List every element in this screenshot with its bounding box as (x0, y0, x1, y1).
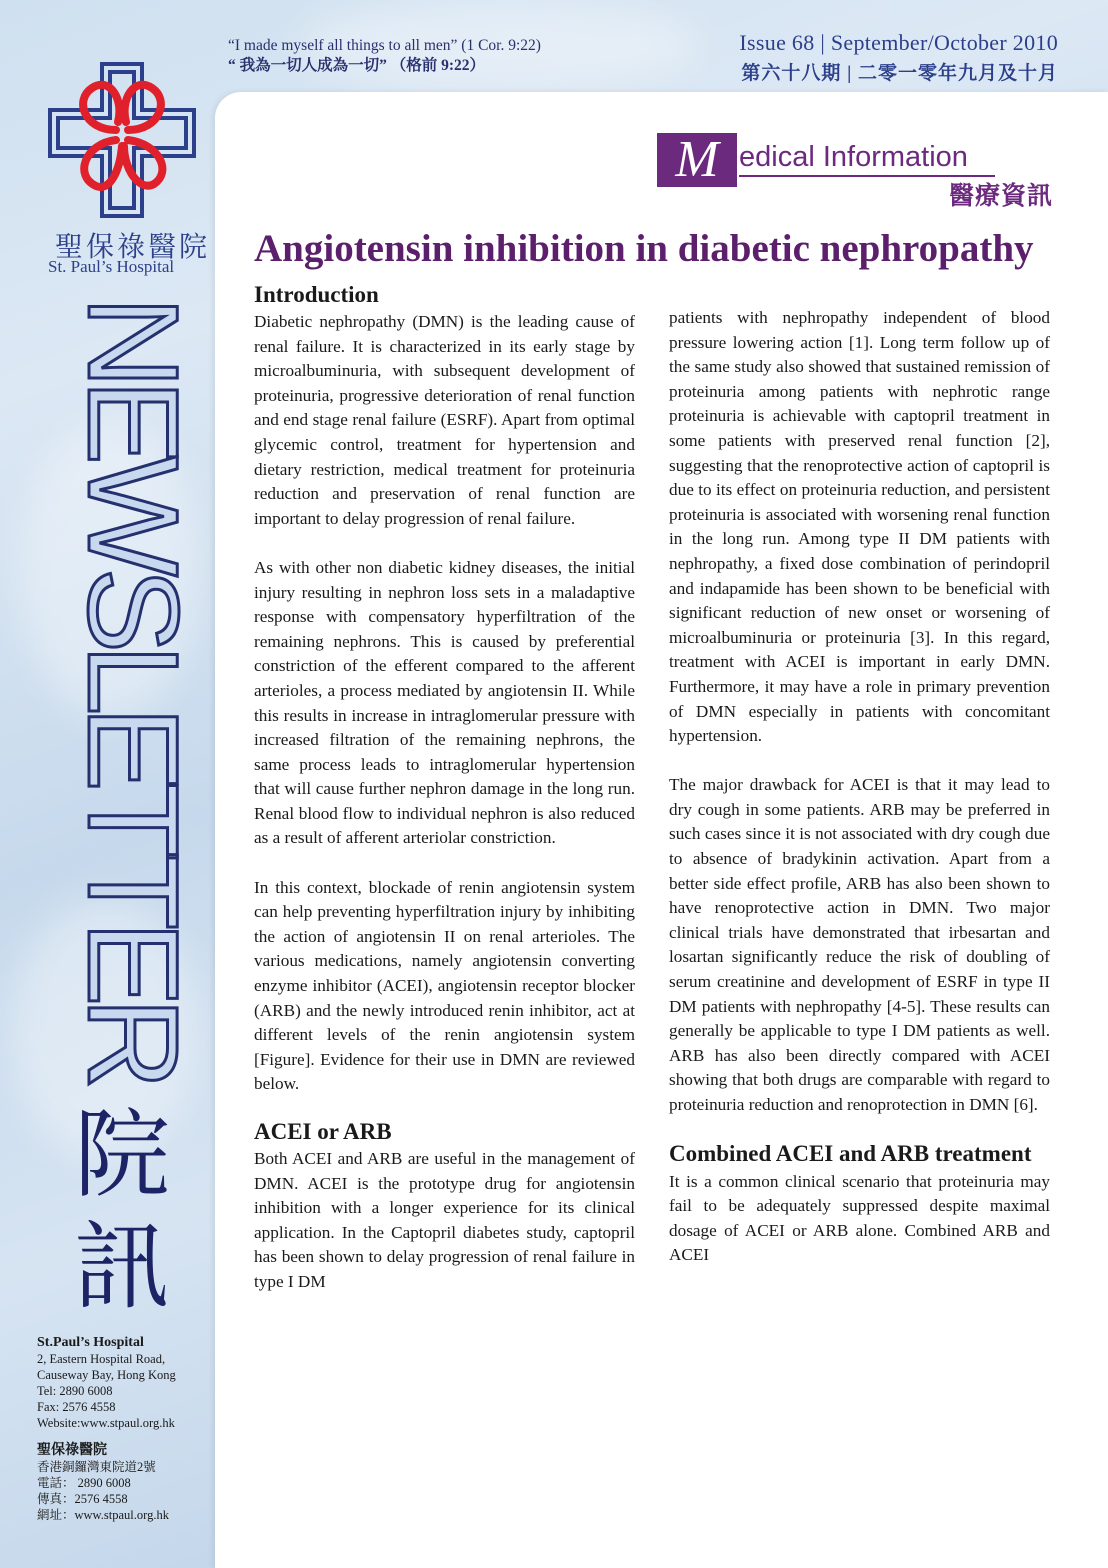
contact-website-zh: 網址：www.stpaul.org.hk (37, 1508, 169, 1522)
contact-website: Website:www.stpaul.org.hk (37, 1416, 175, 1430)
issue-en: Issue 68 | September/October 2010 (739, 30, 1058, 55)
newsletter-masthead: NEWSLETTER (61, 296, 204, 1081)
paragraph: In this context, blockade of renin angiotensin system can help preventing hyperfiltration injury by inhibiting the action of angiotensin II on renal arterioles. The various medications, namely angiotensin converting enzyme inhibitor (ACEI), angiotensin receptor blocker (ARB) and the newly introduced renin inhibitor, act at different levels of the renin angiotensin system [Figure]. Evidence for their use in DMN are reviewed below. (254, 877, 635, 1094)
heading-combined-treatment: Combined ACEI and ARB treatment (669, 1140, 1032, 1166)
heading-introduction: Introduction (254, 282, 379, 307)
contact-address: Causeway Bay, Hong Kong (37, 1368, 176, 1382)
contact-tel-zh: 電話： 2890 6008 (37, 1476, 131, 1490)
heading-acei-or-arb: ACEI or ARB (254, 1119, 392, 1144)
hospital-name-zh: 聖保祿醫院 (55, 232, 211, 263)
quote-en: “I made myself all things to all men” (1 Cor. 9:22) (228, 37, 541, 54)
paragraph: The major drawback for ACEI is that it may lead to dry cough in some patients. ARB may be preferred in such cases since it is not associated with dry cough due to absence of bradykinin activation. Apart from a better side effect profile, ARB has also been shown to have renoprotective action in DMN. Two major clinical trials have demonstrated that irbesartan and losartan significantly reduce the risk of doubling of serum creatinine and development of ESRF in type II DM patients with nephropathy [4-5]. These results can generally be applicable to type I DM patients as well. ARB has also been directly compared with ACEI showing that both drugs are comparable with regard to proteinuria reduction and renoprotection in DMN [6]. (669, 775, 1050, 1114)
section-logo-box: M (657, 133, 737, 187)
paragraph: It is a common clinical scenario that proteinuria may fail to be adequately suppressed despite maximal dosage of ACEI or ARB alone. Combined ARB and ACEI (669, 1171, 1050, 1265)
contact-fax-zh: 傳真：2576 4558 (37, 1492, 128, 1506)
contact-info (37, 1335, 176, 1523)
article-title: Angiotensin inhibition in diabetic nephropathy (254, 227, 1034, 270)
issue-info (739, 30, 1058, 85)
article-column-left (254, 282, 635, 1295)
section-label-zh: 醫療資訊 (948, 183, 1053, 210)
contact-address: 2, Eastern Hospital Road, (37, 1352, 166, 1366)
bible-quote (228, 36, 541, 76)
issue-zh: 第六十八期 | 二零一零年九月及十月 (741, 63, 1058, 84)
paragraph: Diabetic nephropathy (DMN) is the leading cause of renal failure. It is characterized in its early stage by microalbuminuria, with subsequent development of proteinuria, progressive deterioration of renal function and end stage renal failure (ESRF). Apart from optimal glycemic control, treatment for hypertension and dietary restriction, medical treatment for proteinuria reduction and preservation of renal function are important to delay progression of renal failure. (254, 312, 635, 528)
quote-zh: “ 我為一切人成為一切” （格前 9:22） (228, 57, 486, 74)
article-column-right (669, 306, 1050, 1268)
contact-fax: Fax: 2576 4558 (37, 1400, 116, 1414)
contact-address-zh: 香港銅鑼灣東院道2號 (37, 1460, 156, 1474)
masthead-zh-char: 院 (74, 1102, 170, 1209)
section-label-en: edical Information (739, 141, 995, 177)
newsletter-masthead-zh (62, 1100, 182, 1324)
paragraph: Both ACEI and ARB are useful in the management of DMN. ACEI is the prototype drug for angiotensin inhibition with a longer experience for its clinical application. In the Captopril diabetes study, captopril has been shown to delay progression of renal failure in type I DM (254, 1149, 635, 1291)
paragraph: patients with nephropathy independent of blood pressure lowering action [1]. Long term follow up of the same study also showed that sustained remission of proteinuria among patients with nephrotic range proteinuria is achievable with captopril treatment in some patients with preserved renal function [2], suggesting that the renoprotective action of captopril is due to its effect on proteinuria reduction, and persistent proteinuria is associated with worsening renal function in the long run. Among type II DM patients with nephropathy, a fixed dose combination of perindopril and indapamide has been shown to be beneficial with significant reduction of new onset or worsening of microalbuminuria or proteinuria [3]. In this regard, treatment with ACEI is important in early DMN. Furthermore, it may have a role in primary prevention of DMN especially in patients with concomitant hypertension. (669, 308, 1050, 746)
contact-name-zh: 聖保祿醫院 (37, 1443, 107, 1458)
masthead-zh-char: 訊 (74, 1214, 170, 1321)
hospital-name-en: St. Paul’s Hospital (48, 257, 175, 276)
contact-name-en: St.Paul’s Hospital (37, 1335, 144, 1350)
paragraph: As with other non diabetic kidney diseases, the initial injury resulting in nephron loss sets in a maladaptive response with compensatory hyperfiltration of the remaining nephrons. This is caused by preferential constriction of the efferent compared to the afferent arterioles, a process mediated by angiotensin II. While this results in increase in intraglomerular pressure with increased filtration of the remaining nephrons, the same process leads to intraglomerular hypertension that will cause further nephron damage in the long run. Renal blood flow to individual nephron is also reduced as a result of afferent arteriolar constriction. (254, 557, 635, 848)
contact-tel: Tel: 2890 6008 (37, 1384, 113, 1398)
hospital-logo-icon (44, 60, 200, 220)
